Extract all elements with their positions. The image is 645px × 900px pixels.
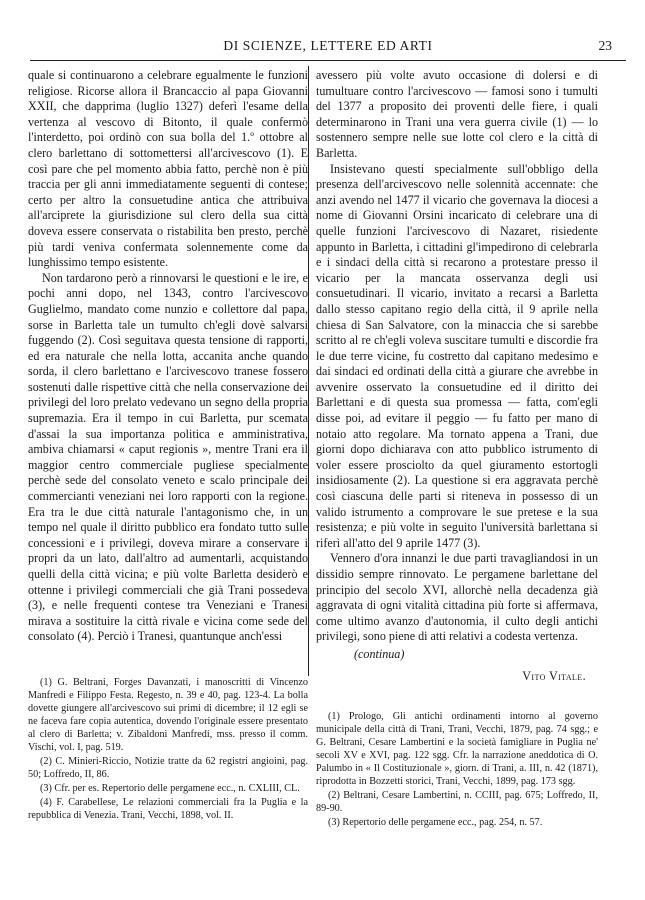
left-column — [28, 68, 308, 645]
paragraph: Vennero d'ora innanzi le due parti travagliandosi in un dissidio sempre rinnovato. Le pergamene barlettane del principio del secolo XVI, allorchè nella decadenza già aggravata di ogni vitalità cittadina più forte si affermava, come ultimo avanzo d'autonomia, il culto degli antichi privilegi, sono piene di atti relativi a codesta vertenza. — [316, 551, 598, 644]
left-footnotes — [28, 676, 308, 823]
header-rule — [30, 60, 626, 61]
paragraph: Insistevano questi specialmente sull'obbligo della presenza dell'arcivescovo nelle solennità accennate: che anzi avendo nel 1477 il vicario che governava la diocesi a nome di Giovanni Orsini incaricato di celebrare una di quelle funzioni l'arcivescovo di Nazaret, risiedente appunto in Barletta, i cittadini gl'impedirono di celebrarla e i sindaci della città si recarono a protestare presso il vicario per la mancata osservanza degli usi consuetudinari. Il vicario, invitato a recarsi a Barletta dallo stesso capitano regio della città, il 9 aprile nella chiesa di San Salvatore, con la minaccia che si sarebbe scritto al re ch'egli voleva suscitare tumulti e discordie fra le due terre vicine, fu costretto dal capitano medesimo e dai sindaci ed ordinati della città a giurare che avrebbe in avvenire osservato la consuetudine ed il diritto dei Barlettani e di questa sua promessa — fatta, com'egli disse poi, ad evitare il peggio — fu fatto per mano di notaio atto regolare. Ma tornato appena a Trani, due giorni dopo dichiarava con atto pubblico istrumento di voler essere prosciolto da quel giuramento estortogli insidiosamente (2). La questione si era aggravata perchè così ciascuna delle parti si riteneva in possesso di un valido istrumento a comprovare le sue pretese e la sua resistenza; e più volte in seguito l'università barlettana si riferì all'atto del 9 aprile 1477 (3). — [316, 161, 598, 550]
footnote: (1) Prologo, Gli antichi ordinamenti intorno al governo municipale della città di Trani, Trani, Vecchi, 1879, pag. 74 sgg.; e G. Beltrani, Cesare Lambertini e la società famigliare in Puglia ne' secoli XV e XVI, pag. 122 sgg. Cfr. la narrazione aneddotica di O. Palumbo in « Il Costituzionale », giorn. di Trani, a. III, n. 42 (1871), riprodotta in Bozzetti storici, Trani, Vecchi, 1899, pag. 173 sgg. — [316, 711, 598, 787]
right-column — [316, 68, 598, 684]
paragraph: quale si continuarono a celebrare egualmente le funzioni religiose. Ricorse allora il Brancaccio al papa Giovanni XXII, che dapprima (luglio 1327) deferì l'esame della vertenza al vescovo di Bitonto, il quale confermò l'interdetto, poi ordinò con sua bolla del 1.º ottobre al clero barlettano di sottomettersi all'arcivescovo (1). E così pare che pel momento abbia fatto, perchè non è più traccia per gli anni immediatamente seguenti di contese; certo per altro la consuetudine antica che attribuiva all'arciprete la giurisdizione sul clero della sua città doveva essere conservata o ristabilita ben presto, perchè più tardi veniva confermata solennemente come da lunghissimo tempo esistente. — [28, 68, 308, 270]
footnote: (2) Beltrani, Cesare Lambertini, n. CCIII, pag. 675; Loffredo, II, 89-90. — [316, 790, 598, 814]
column-divider — [308, 66, 309, 676]
journal-title: DI SCIENZE, LETTERE ED ARTI — [223, 38, 433, 53]
footnote: (3) Cfr. per es. Repertorio delle pergamene ecc., n. CXLIII, CL. — [40, 783, 300, 794]
footnote: (3) Repertorio delle pergamene ecc., pag. 254, n. 57. — [328, 817, 543, 828]
running-header — [30, 38, 626, 56]
right-footnotes — [316, 710, 598, 830]
footnote: (4) F. Carabellese, Le relazioni commerciali fra la Puglia e la repubblica di Venezia. Trani, Vecchi, 1898, vol. II. — [28, 797, 308, 821]
author-signature: Vito Vitale. — [522, 668, 586, 683]
page-number: 23 — [598, 38, 612, 53]
paragraph: Non tardarono però a rinnovarsi le questioni e le ire, e pochi anni dopo, nel 1343, contro l'arcivescovo Guglielmo, mandato come nunzio e collettore dal papa, sorse in Barletta tale un tumulto ch'egli dovè salvarsi fuggendo (2). Così seguitava questa tensione di rapporti, ed era naturale che nella lotta, accanita anche quando sorda, il clero barlettano e l'arcivescovo tranese fossero sostenuti dalle rispettive città che nella conservazione dei privilegi del loro prelato vedevano un segno della propria supremazia. Era il tempo in cui Barletta, pur scemata d'assai la sua importanza politica e amministrativa, ambiva chiamarsi « caput regionis », mentre Trani era il maggior centro commerciale pugliese specialmente perchè sede del consolato veneto e scalo principale dei commercianti veneziani nei loro rapporti con la regione. Era tra le due città naturale l'antagonismo che, in un tempo nel quale il diritto pubblico era fondato tutto sulle concessioni e i privilegi, doveva mirare a conservare i propri da un lato, dall'altro ad aumentarli, acquistando quelli della città vicina; e più volte Barletta desiderò e ottenne i privilegi commerciali che già Trani possedeva (3), e nelle frequenti contese tra Veneziani e Tranesi mirava a sostituire la città rivale e vicina come sede del consolato (4). Perciò i Tranesi, quantunque anch'essi — [28, 270, 308, 644]
continua-note: (continua) — [354, 646, 405, 661]
footnote: (2) C. Minieri-Riccio, Notizie tratte da 62 registri angioini, pag. 50; Loffredo, II, 86. — [28, 756, 308, 780]
footnote: (1) G. Beltrani, Forges Davanzati, i manoscritti di Vincenzo Manfredi e Filippo Festa. Regesto, n. 39 e 40, pag. 123-4. La bolla dovette giungere all'arcivescovo sui primi di dicembre; il 12 egli se ne faceva fare copia autentica, dovendo l'originale essere presentato al clero di Barletta; v. Zibaldoni Manfredi, mss. presso il comm. Vischi, vol. I, pag. 519. — [28, 677, 308, 753]
paragraph: avessero più volte avuto occasione di dolersi e di tumultuare contro l'arcivescovo — famosi sono i tumulti del 1377 a proposito dei proventi delle fiere, i quali determinarono in Trani una vera guerra civile (1) — lo sostennero sempre nelle sue lotte col clero e la città di Barletta. — [316, 68, 598, 160]
